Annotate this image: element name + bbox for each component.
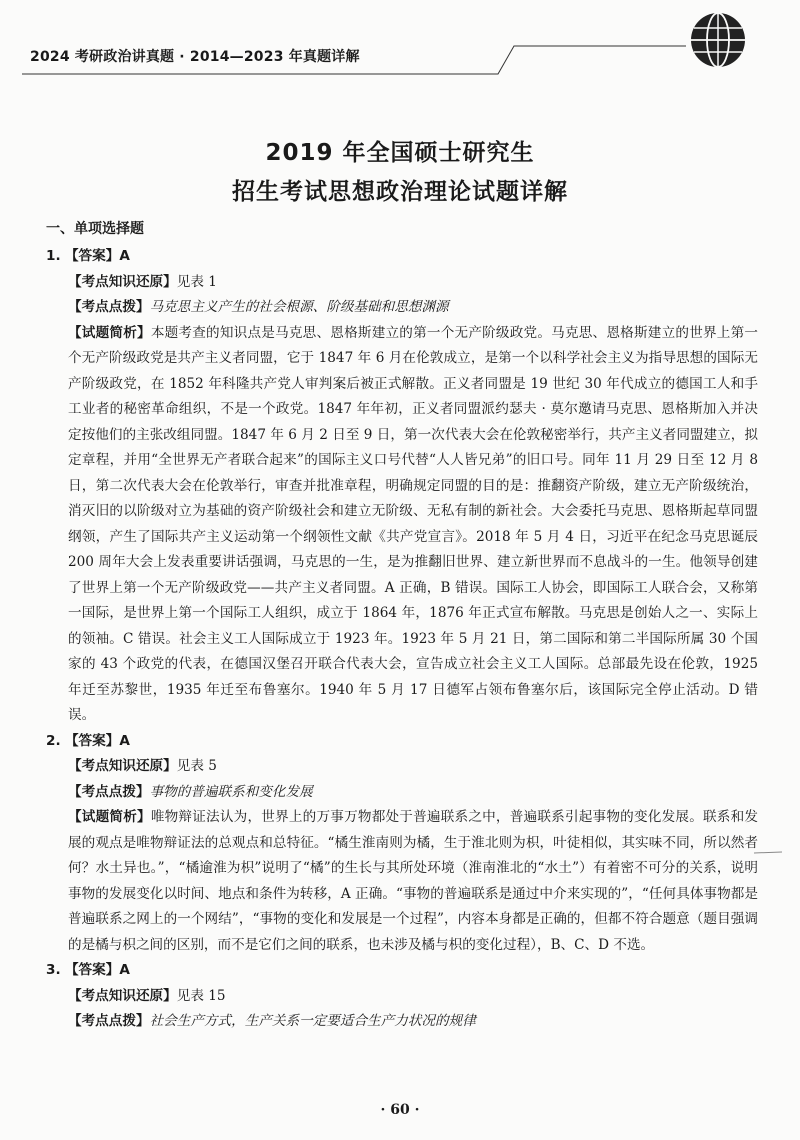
question-number: 3. xyxy=(46,962,61,978)
knowledge-value: 见表 15 xyxy=(176,987,226,1004)
point-label: 【考点点拨】 xyxy=(68,299,150,315)
answer-label: 【答案】 xyxy=(64,962,120,978)
point-line xyxy=(46,295,758,321)
section-heading: 一、单项选择题 xyxy=(46,221,144,237)
point-label: 【考点点拨】 xyxy=(68,1013,150,1029)
running-title: 2024 考研政治讲真题 · 2014—2023 年真题详解 xyxy=(30,49,360,65)
point-line xyxy=(46,1009,758,1035)
knowledge-label: 【考点知识还原】 xyxy=(68,987,177,1004)
analysis-paragraph xyxy=(46,321,758,729)
answer-line xyxy=(46,958,758,984)
margin-scan-mark xyxy=(752,848,784,858)
question-2 xyxy=(46,729,758,959)
running-header xyxy=(0,0,800,92)
knowledge-value: 见表 5 xyxy=(176,758,217,774)
knowledge-line xyxy=(46,270,758,296)
page-title-line-1: 2019 年全国硕士研究生 xyxy=(265,140,535,166)
point-line xyxy=(46,780,758,806)
page-number: · 60 · xyxy=(380,1102,420,1118)
analysis-text: 本题考查的知识点是马克思、恩格斯建立的第一个无产阶级政党。马克思、恩格斯建立的世界上第一个无产阶级政党是共产主义者同盟，它于 1847 年 6 月在伦敦成立，是第一个以科学社会主义为指导思想的国际无产阶级政党，在 1852 年科隆共产党人审判案后被正式解散。正义者同盟是 19 世纪 30 年代成立的德国工人和手工业者的秘密革命组织，不是一个政党。1847 年年初，正义者同盟派约瑟夫 · 莫尔邀请马克思、恩格斯加入并决定按他们的主张改组同盟。1847 年 6 月 2 日至 9 日，第一次代表大会在伦敦秘密举行，共产主义者同盟建立，拟定章程，并用“全世界无产者联合起来”的国际主义口号代替“人人皆兄弟”的旧口号。同年 11 月 29 日至 12 月 8 日，第二次代表大会在伦敦举行，审查并批准章程，明确规定同盟的目的是：推翻资产阶级，建立无产阶级统治，消灭旧的以阶级对立为基础的资产阶级社会和建立无阶级、无私有制的新社会。大会委托马克思、恩格斯起草同盟纲领，产生了国际共产主义运动第一个纲领性文献《共产党宣言》。2018 年 5 月 4 日，习近平在纪念马克思诞辰 200 周年大会上发表重要讲话强调，马克思的一生，是为推翻旧世界、建立新世界而不息战斗的一生。他领导创建了世界上第一个无产阶级政党——共产主义者同盟。A 正确，B 错误。国际工人协会，即国际工人联合会，又称第一国际，是世界上第一个国际工人组织，成立于 1864 年，1876 年正式宣布解散。马克思是创始人之一、实际上的领袖。C 错误。社会主义工人国际成立于 1923 年。1923 年 5 月 21 日，第二国际和第二半国际所属 30 个国家的 43 个政党的代表，在德国汉堡召开联合代表大会，宣告成立社会主义工人国际。总部最先设在伦敦，1925 年迁至苏黎世，1935 年迁至布鲁塞尔。1940 年 5 月 17 日德军占领布鲁塞尔后，该国际完全停止活动。D 错误。 xyxy=(68,324,758,723)
question-number: 2. xyxy=(46,732,61,749)
point-label: 【考点点拨】 xyxy=(68,783,150,800)
knowledge-label: 【考点知识还原】 xyxy=(68,273,177,290)
point-value: 社会生产方式，生产关系一定要适合生产力状况的规律 xyxy=(149,1013,476,1029)
knowledge-line xyxy=(46,754,758,780)
point-value: 事物的普遍联系和变化发展 xyxy=(149,783,313,800)
analysis-label: 【试题简析】 xyxy=(68,809,151,825)
knowledge-label: 【考点知识还原】 xyxy=(68,758,177,774)
answer-label: 【答案】 xyxy=(64,248,120,264)
knowledge-value: 见表 1 xyxy=(176,273,217,290)
question-3 xyxy=(46,958,758,1035)
point-value: 马克思主义产生的社会根源、阶级基础和思想渊源 xyxy=(149,299,449,315)
question-1 xyxy=(46,244,758,729)
question-number: 1. xyxy=(46,248,61,264)
answer-value: A xyxy=(119,248,130,264)
page-title-line-2: 招生考试思想政治理论试题详解 xyxy=(232,179,568,205)
answer-content xyxy=(46,244,758,1035)
analysis-paragraph xyxy=(46,805,758,958)
analysis-text: 唯物辩证法认为，世界上的万事万物都处于普遍联系之中，普遍联系引起事物的变化发展。联系和发展的观点是唯物辩证法的总观点和总特征。“橘生淮南则为橘，生于淮北则为枳，叶徒相似，其实味不同，所以然者何？水土异也。”，“橘逾淮为枳”说明了“橘”的生长与其所处环境（淮南淮北的“水土”）有着密不可分的关系，说明事物的发展变化以时间、地点和条件为转移，A 正确。“事物的普遍联系是通过中介来实现的”，“任何具体事物都是普遍联系之网上的一个网结”，“事物的变化和发展是一个过程”，内容本身都是正确的，但都不符合题意（题目强调的是橘与枳之间的区别，而不是它们之间的联系，也未涉及橘与枳的变化过程），B、C、D 不选。 xyxy=(68,809,758,953)
answer-value: A xyxy=(119,732,130,749)
answer-value: A xyxy=(119,962,130,978)
globe-icon xyxy=(691,13,745,67)
answer-line xyxy=(46,729,758,755)
answer-line xyxy=(46,244,758,270)
analysis-label: 【试题简析】 xyxy=(68,324,151,341)
knowledge-line xyxy=(46,984,758,1010)
answer-label: 【答案】 xyxy=(64,732,120,749)
